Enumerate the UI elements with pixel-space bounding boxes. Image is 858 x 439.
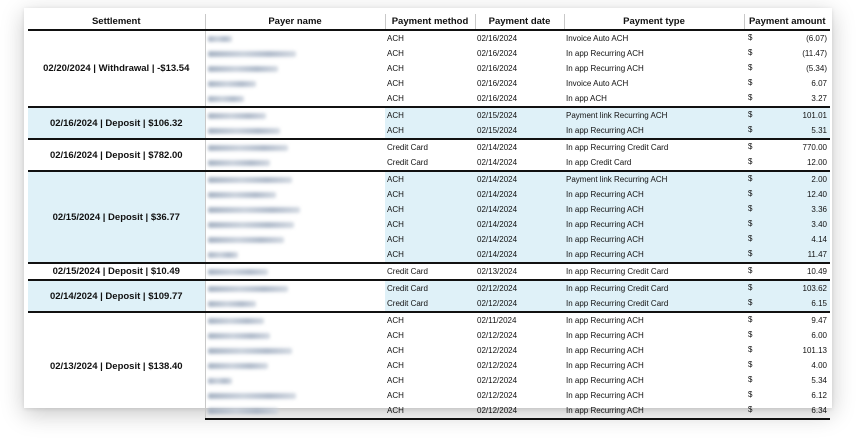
payment-type-cell[interactable]: In app Recurring Credit Card — [564, 280, 744, 296]
redacted-name-blur — [208, 269, 268, 275]
amount-value: 10.49 — [806, 267, 827, 276]
amount-value: 6.15 — [811, 299, 827, 308]
redacted-name-blur — [208, 160, 270, 166]
payment-method-cell[interactable]: ACH — [387, 79, 404, 88]
currency-symbol: $ — [748, 330, 753, 339]
payment-date-cell[interactable]: 02/16/2024 — [477, 64, 518, 73]
payment-type-cell[interactable]: In app Recurring ACH — [564, 123, 744, 139]
amount-value: 11.47 — [807, 250, 827, 259]
payment-method-cell[interactable]: ACH — [385, 30, 475, 46]
redacted-name-blur — [208, 286, 288, 292]
amount-value: 12.40 — [806, 190, 827, 199]
payer-name-cell-redacted[interactable] — [205, 328, 385, 343]
payment-date-cell[interactable]: 02/12/2024 — [475, 296, 564, 312]
payment-type-cell[interactable]: In app Recurring ACH — [566, 391, 644, 400]
payment-date-cell[interactable]: 02/11/2024 — [475, 312, 564, 328]
payment-amount-cell[interactable] — [744, 123, 830, 139]
payment-amount-cell[interactable] — [744, 217, 830, 232]
payment-type-cell[interactable]: In app Recurring ACH — [566, 361, 644, 370]
table-row — [28, 312, 830, 328]
payment-date-cell[interactable]: 02/16/2024 — [477, 79, 518, 88]
redacted-name-blur — [208, 145, 288, 151]
payment-method-cell[interactable]: ACH — [385, 187, 475, 202]
payer-name-cell-redacted[interactable] — [205, 358, 385, 373]
amount-value: 12.00 — [806, 158, 827, 167]
payment-type-cell[interactable]: In app Credit Card — [566, 158, 632, 167]
payment-type-cell[interactable]: In app Recurring Credit Card — [564, 296, 744, 312]
table-row — [28, 139, 830, 155]
payment-date-cell[interactable]: 02/16/2024 — [477, 94, 518, 103]
table-row — [28, 30, 830, 46]
amount-value: 3.27 — [811, 94, 827, 103]
payment-date-cell[interactable]: 02/15/2024 — [475, 107, 564, 123]
payment-type-cell[interactable]: In app Recurring ACH — [564, 403, 744, 419]
header-payer-name[interactable]: Payer name — [205, 14, 385, 30]
currency-symbol: $ — [748, 283, 753, 292]
payment-method-cell[interactable]: ACH — [385, 403, 475, 419]
amount-value: 5.31 — [811, 126, 827, 135]
payment-date-cell[interactable]: 02/13/2024 — [475, 263, 564, 280]
payment-date-cell[interactable]: 02/14/2024 — [475, 202, 564, 217]
payment-type-cell[interactable]: In app Recurring Credit Card — [564, 139, 744, 155]
payment-amount-cell[interactable] — [744, 388, 830, 403]
settlement-cell[interactable]: 02/15/2024 | Deposit | $10.49 — [28, 263, 205, 280]
currency-symbol: $ — [748, 33, 753, 42]
payment-date-cell[interactable]: 02/12/2024 — [475, 403, 564, 419]
payer-name-cell-redacted[interactable] — [205, 343, 385, 358]
header-settlement[interactable]: Settlement — [28, 14, 205, 30]
redacted-name-blur — [208, 128, 280, 134]
spreadsheet-card — [24, 8, 832, 415]
payer-name-cell-redacted[interactable] — [205, 171, 385, 187]
amount-value: 4.00 — [811, 361, 827, 370]
header-payment-method[interactable]: Payment method — [385, 14, 475, 30]
amount-value: 3.40 — [811, 220, 827, 229]
payment-type-cell[interactable]: In app Recurring ACH — [566, 346, 644, 355]
redacted-name-blur — [208, 318, 264, 324]
payment-amount-cell[interactable] — [744, 171, 830, 187]
payment-method-cell[interactable]: ACH — [385, 312, 475, 328]
payment-amount-cell[interactable] — [744, 263, 830, 280]
payment-method-cell[interactable]: Credit Card — [385, 139, 475, 155]
payment-method-cell[interactable]: ACH — [387, 361, 404, 370]
payment-date-cell[interactable]: 02/12/2024 — [477, 376, 518, 385]
redacted-name-blur — [208, 96, 244, 102]
payment-date-cell[interactable]: 02/14/2024 — [475, 217, 564, 232]
payment-amount-cell[interactable] — [744, 61, 830, 76]
payer-name-cell-redacted[interactable] — [205, 187, 385, 202]
payer-name-cell-redacted[interactable] — [205, 46, 385, 61]
payment-type-cell[interactable]: In app Recurring ACH — [564, 232, 744, 247]
currency-symbol: $ — [748, 405, 753, 414]
redacted-name-blur — [208, 301, 256, 307]
amount-value: 2.00 — [811, 175, 827, 184]
payment-method-cell[interactable]: ACH — [385, 247, 475, 263]
payment-amount-cell[interactable] — [744, 155, 830, 171]
payment-method-cell[interactable]: Credit Card — [387, 158, 428, 167]
payer-name-cell-redacted[interactable] — [205, 247, 385, 263]
payment-date-cell[interactable]: 02/12/2024 — [477, 331, 518, 340]
amount-value: 6.12 — [811, 391, 827, 400]
payment-method-cell[interactable]: ACH — [385, 202, 475, 217]
payment-type-cell[interactable]: Invoice Auto ACH — [566, 79, 629, 88]
currency-symbol: $ — [748, 390, 753, 399]
settlement-cell[interactable]: 02/16/2024 | Deposit | $782.00 — [28, 139, 205, 171]
table-row — [28, 280, 830, 296]
payment-date-cell[interactable]: 02/15/2024 — [475, 123, 564, 139]
payment-date-cell[interactable]: 02/16/2024 — [477, 49, 518, 58]
payment-amount-cell[interactable] — [744, 202, 830, 217]
amount-value: 101.13 — [802, 346, 827, 355]
currency-symbol: $ — [748, 315, 753, 324]
settlement-cell[interactable]: 02/15/2024 | Deposit | $36.77 — [28, 171, 205, 263]
redacted-name-blur — [208, 333, 270, 339]
payer-name-cell-redacted[interactable] — [205, 61, 385, 76]
currency-symbol: $ — [748, 266, 753, 275]
currency-symbol: $ — [748, 375, 753, 384]
amount-value: (5.34) — [806, 64, 827, 73]
payment-type-cell[interactable]: In app Recurring ACH — [564, 312, 744, 328]
currency-symbol: $ — [748, 125, 753, 134]
payment-amount-cell[interactable] — [744, 139, 830, 155]
payment-method-cell[interactable]: ACH — [385, 217, 475, 232]
redacted-name-blur — [208, 393, 296, 399]
currency-symbol: $ — [748, 157, 753, 166]
payer-name-cell-redacted[interactable] — [205, 155, 385, 171]
payment-date-cell[interactable]: 02/14/2024 — [475, 171, 564, 187]
payment-amount-cell[interactable] — [744, 312, 830, 328]
payer-name-cell-redacted[interactable] — [205, 202, 385, 217]
payment-method-cell[interactable]: Credit Card — [385, 296, 475, 312]
redacted-name-blur — [208, 66, 278, 72]
amount-value: 3.36 — [811, 205, 827, 214]
payment-method-cell[interactable]: ACH — [387, 346, 404, 355]
header-payment-date[interactable]: Payment date — [475, 14, 564, 30]
settlement-cell[interactable]: 02/20/2024 | Withdrawal | -$13.54 — [28, 30, 205, 107]
currency-symbol: $ — [748, 204, 753, 213]
settlement-cell[interactable]: 02/14/2024 | Deposit | $109.77 — [28, 280, 205, 312]
amount-value: (11.47) — [802, 49, 827, 58]
payer-name-cell-redacted[interactable] — [205, 139, 385, 155]
payment-date-cell[interactable]: 02/14/2024 — [475, 139, 564, 155]
payment-date-cell[interactable]: 02/12/2024 — [475, 280, 564, 296]
payment-type-cell[interactable]: In app Recurring ACH — [564, 217, 744, 232]
redacted-name-blur — [208, 348, 292, 354]
payment-date-cell[interactable]: 02/16/2024 — [475, 30, 564, 46]
payment-date-cell[interactable]: 02/14/2024 — [475, 247, 564, 263]
payment-amount-cell[interactable] — [744, 232, 830, 247]
currency-symbol: $ — [748, 298, 753, 307]
settlement-cell[interactable]: 02/13/2024 | Deposit | $138.40 — [28, 312, 205, 419]
payer-name-cell-redacted[interactable] — [205, 296, 385, 312]
currency-symbol: $ — [748, 189, 753, 198]
payment-method-cell[interactable]: ACH — [385, 171, 475, 187]
payment-type-cell[interactable]: Invoice Auto ACH — [564, 30, 744, 46]
amount-value: (6.07) — [806, 34, 827, 43]
payer-name-cell-redacted[interactable] — [205, 232, 385, 247]
payment-amount-cell[interactable] — [744, 187, 830, 202]
amount-value: 5.34 — [811, 376, 827, 385]
payment-amount-cell[interactable] — [744, 30, 830, 46]
payer-name-cell-redacted[interactable] — [205, 280, 385, 296]
payment-method-cell[interactable]: ACH — [385, 232, 475, 247]
payment-date-cell[interactable]: 02/14/2024 — [475, 187, 564, 202]
redacted-name-blur — [208, 36, 232, 42]
amount-value: 6.34 — [811, 406, 827, 415]
redacted-name-blur — [208, 207, 300, 213]
settlement-cell[interactable]: 02/16/2024 | Deposit | $106.32 — [28, 107, 205, 139]
header-payment-type[interactable]: Payment type — [564, 14, 744, 30]
payer-name-cell-redacted[interactable] — [205, 91, 385, 107]
currency-symbol: $ — [748, 63, 753, 72]
payer-name-cell-redacted[interactable] — [205, 107, 385, 123]
payment-amount-cell[interactable] — [744, 343, 830, 358]
redacted-name-blur — [208, 252, 238, 258]
payment-method-cell[interactable]: Credit Card — [385, 263, 475, 280]
payment-method-cell[interactable]: ACH — [387, 376, 404, 385]
payment-amount-cell[interactable] — [744, 107, 830, 123]
payment-type-cell[interactable]: Payment link Recurring ACH — [564, 107, 744, 123]
payment-method-cell[interactable]: ACH — [387, 331, 404, 340]
payment-amount-cell[interactable] — [744, 76, 830, 91]
table-row — [28, 171, 830, 187]
currency-symbol: $ — [748, 360, 753, 369]
payment-date-cell[interactable]: 02/12/2024 — [477, 346, 518, 355]
payment-method-cell[interactable]: ACH — [385, 107, 475, 123]
currency-symbol: $ — [748, 219, 753, 228]
payer-name-cell-redacted[interactable] — [205, 76, 385, 91]
payment-type-cell[interactable]: Payment link Recurring ACH — [564, 171, 744, 187]
header-payment-amount[interactable]: Payment amount — [744, 14, 830, 30]
amount-value: 101.01 — [802, 111, 827, 120]
payment-amount-cell[interactable] — [744, 280, 830, 296]
redacted-name-blur — [208, 177, 292, 183]
redacted-name-blur — [208, 237, 284, 243]
redacted-name-blur — [208, 408, 278, 414]
payment-method-cell[interactable]: ACH — [385, 123, 475, 139]
payment-date-cell[interactable]: 02/14/2024 — [477, 158, 518, 167]
payment-type-cell[interactable]: In app Recurring ACH — [566, 49, 644, 58]
payment-amount-cell[interactable] — [744, 46, 830, 61]
payment-method-cell[interactable]: ACH — [387, 391, 404, 400]
redacted-name-blur — [208, 378, 232, 384]
redacted-name-blur — [208, 113, 266, 119]
payer-name-cell-redacted[interactable] — [205, 373, 385, 388]
payment-date-cell[interactable]: 02/14/2024 — [475, 232, 564, 247]
payment-method-cell[interactable]: Credit Card — [385, 280, 475, 296]
currency-symbol: $ — [748, 48, 753, 57]
currency-symbol: $ — [748, 93, 753, 102]
payment-type-cell[interactable]: In app ACH — [566, 94, 607, 103]
currency-symbol: $ — [748, 78, 753, 87]
payment-type-cell[interactable]: In app Recurring ACH — [564, 202, 744, 217]
payer-name-cell-redacted[interactable] — [205, 388, 385, 403]
payment-method-cell[interactable]: ACH — [387, 64, 404, 73]
payment-date-cell[interactable]: 02/12/2024 — [477, 391, 518, 400]
payment-amount-cell[interactable] — [744, 358, 830, 373]
payment-amount-cell[interactable] — [744, 328, 830, 343]
payment-method-cell[interactable]: ACH — [387, 94, 404, 103]
table-row — [28, 107, 830, 123]
table-row — [28, 263, 830, 280]
payment-type-cell[interactable]: In app Recurring ACH — [566, 376, 644, 385]
currency-symbol: $ — [748, 234, 753, 243]
payment-method-cell[interactable]: ACH — [387, 49, 404, 58]
amount-value: 6.00 — [811, 331, 827, 340]
payment-amount-cell[interactable] — [744, 403, 830, 419]
payer-name-cell-redacted[interactable] — [205, 123, 385, 139]
redacted-name-blur — [208, 51, 296, 57]
payment-type-cell[interactable]: In app Recurring ACH — [566, 64, 644, 73]
payment-amount-cell[interactable] — [744, 373, 830, 388]
settlement-table — [28, 14, 830, 420]
amount-value: 770.00 — [802, 143, 827, 152]
amount-value: 9.47 — [811, 316, 827, 325]
payer-name-cell-redacted[interactable] — [205, 263, 385, 280]
payment-type-cell[interactable]: In app Recurring Credit Card — [564, 263, 744, 280]
currency-symbol: $ — [748, 142, 753, 151]
payer-name-cell-redacted[interactable] — [205, 312, 385, 328]
table-body — [28, 30, 830, 419]
payment-type-cell[interactable]: In app Recurring ACH — [564, 187, 744, 202]
currency-symbol: $ — [748, 110, 753, 119]
header-row — [28, 14, 830, 30]
currency-symbol: $ — [748, 345, 753, 354]
payment-amount-cell[interactable] — [744, 247, 830, 263]
redacted-name-blur — [208, 81, 256, 87]
payment-amount-cell[interactable] — [744, 91, 830, 107]
amount-value: 4.14 — [811, 235, 827, 244]
redacted-name-blur — [208, 192, 276, 198]
currency-symbol: $ — [748, 174, 753, 183]
redacted-name-blur — [208, 363, 268, 369]
payment-date-cell[interactable]: 02/12/2024 — [477, 361, 518, 370]
payment-amount-cell[interactable] — [744, 296, 830, 312]
payer-name-cell-redacted[interactable] — [205, 30, 385, 46]
redacted-name-blur — [208, 222, 294, 228]
amount-value: 6.07 — [811, 79, 827, 88]
payment-type-cell[interactable]: In app Recurring ACH — [566, 331, 644, 340]
payment-type-cell[interactable]: In app Recurring ACH — [564, 247, 744, 263]
payer-name-cell-redacted[interactable] — [205, 217, 385, 232]
currency-symbol: $ — [748, 249, 753, 258]
amount-value: 103.62 — [802, 284, 827, 293]
payer-name-cell-redacted[interactable] — [205, 403, 385, 419]
